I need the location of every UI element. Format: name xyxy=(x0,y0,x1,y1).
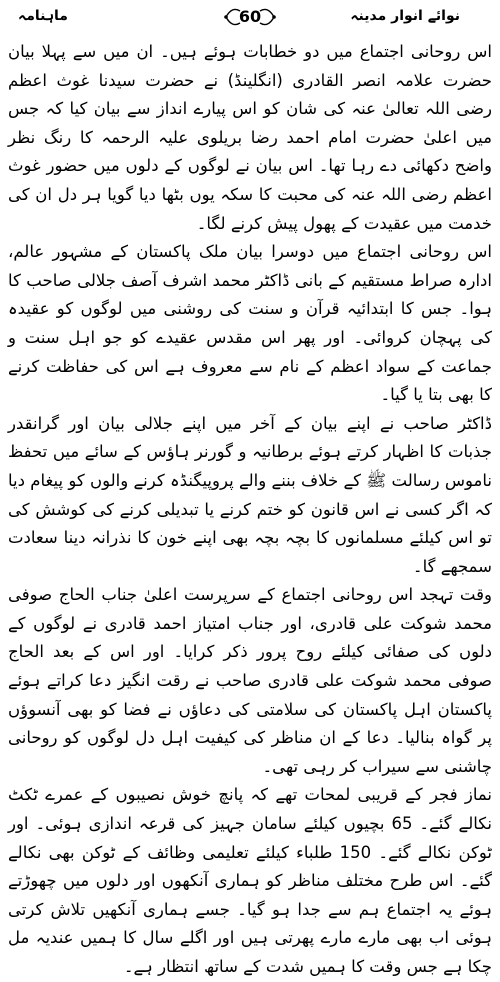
paragraph: ڈاکٹر صاحب نے اپنے بیان کے آخر میں اپنے جلالی بیان اور گرانقدر جذبات کا اظہار کرتے ہوئے برطانیہ و گورنر ہاؤس کے سائے میں تحفظ ناموس رسالت ﷺ کے خلاف بننے والے پروپیگنڈہ کرنے والوں کو پیغام دیا کہ اگر کسی نے اس قانون کو ختم کرنے یا تبدیلی کرنے کی کوشش کی تو اس کیلئے مسلمانوں کا بچہ بچہ بھی اپنے خون کا نذرانہ دینا سعادت سمجھے گا۔ xyxy=(8,413,492,576)
page-header xyxy=(0,0,500,36)
paragraph: وقت تہجد اس روحانی اجتماع کے سرپرست اعلیٰ جناب الحاج صوفی محمد شوکت علی قادری، اور جناب امتیاز احمد قادری نے لوگوں کے دلوں کی صفائی کیلئے روح پرور ذکر کرایا۔ اور اس کے بعد الحاج صوفی محمد شوکت علی قادری صاحب نے رقت انگیز دعا کراتے ہوئے پاکستان اہل پاکستان کی سلامتی کی دعاؤں نے فضا کو بھی آنسوؤں پر گواہ بنالیا۔ دعا کے ان مناظر کی کیفیت اہل دل لوگوں کو روحانی چاشنی سے سیراب کر رہی تھی۔ xyxy=(8,585,492,776)
magazine-title: نوائے انوار مدینہ xyxy=(350,8,460,24)
page-number-ornament xyxy=(222,2,278,32)
page-number: 60 xyxy=(238,7,262,26)
paragraph: اس روحانی اجتماع میں دو خطابات ہوئے ہیں۔ ان میں سے پہلا بیان حضرت علامہ انصر القادری (انگلینڈ) نے حضرت سیدنا غوث اعظم رضی اللہ تعالیٰ عنہ کی شان کو اس پیارے انداز سے بیان کیا کہ جس میں اعلیٰ حضرت امام احمد رضا بریلوی علیہ الرحمہ کا رنگ نظر واضح دکھائی دے رہا تھا۔ اس بیان نے لوگوں کے دلوں میں حضور غوث اعظم رضی اللہ عنہ کی محبت کا سکہ یوں بٹھا دیا گویا ہر دل ان کی خدمت میں عقیدت کے پھول پیش کرنے لگا۔ xyxy=(8,42,492,233)
paragraph: اس روحانی اجتماع میں دوسرا بیان ملک پاکستان کے مشہور عالم، ادارہ صراط مستقیم کے بانی ڈاکٹر محمد اشرف آصف جلالی صاحب کا ہوا۔ جس کا ابتدائیہ قرآن و سنت کی روشنی میں لوگوں کو عقیدہ کی پہچان کروائی۔ اور پھر اس مقدس عقیدے کو جو اہل سنت و جماعت کے سواد اعظم کے نام سے معروف ہے اس کی حفاظت کرنے کا بھی بتا یا گیا۔ xyxy=(8,242,492,405)
magazine-label: ماہنامہ xyxy=(18,8,68,24)
article-body xyxy=(8,38,492,982)
paragraph: نماز فجر کے قریبی لمحات تھے کہ پانچ خوش نصیبوں کے عمرے ٹکٹ نکالے گئے۔ 65 بچیوں کیلئے سامان جہیز کی قرعہ اندازی ہوئی۔ اور ٹوکن نکالے گئے۔ 150 طلباء کیلئے تعلیمی وظائف کے ٹوکن بھی نکالے گئے۔ اس طرح مختلف مناظر کو ہماری آنکھوں اور دلوں میں چھوڑتے ہوئے یہ اجتماع ہم سے جدا ہو گیا۔ جسے ہماری آنکھیں تلاش کرتی ہوئی اب بھی مارے مارے پھرتی ہیں اور اگلے سال کا ہمیں عندیہ مل چکا ہے جس وقت کا ہمیں شدت کے ساتھ انتظار ہے۔ xyxy=(8,785,492,976)
